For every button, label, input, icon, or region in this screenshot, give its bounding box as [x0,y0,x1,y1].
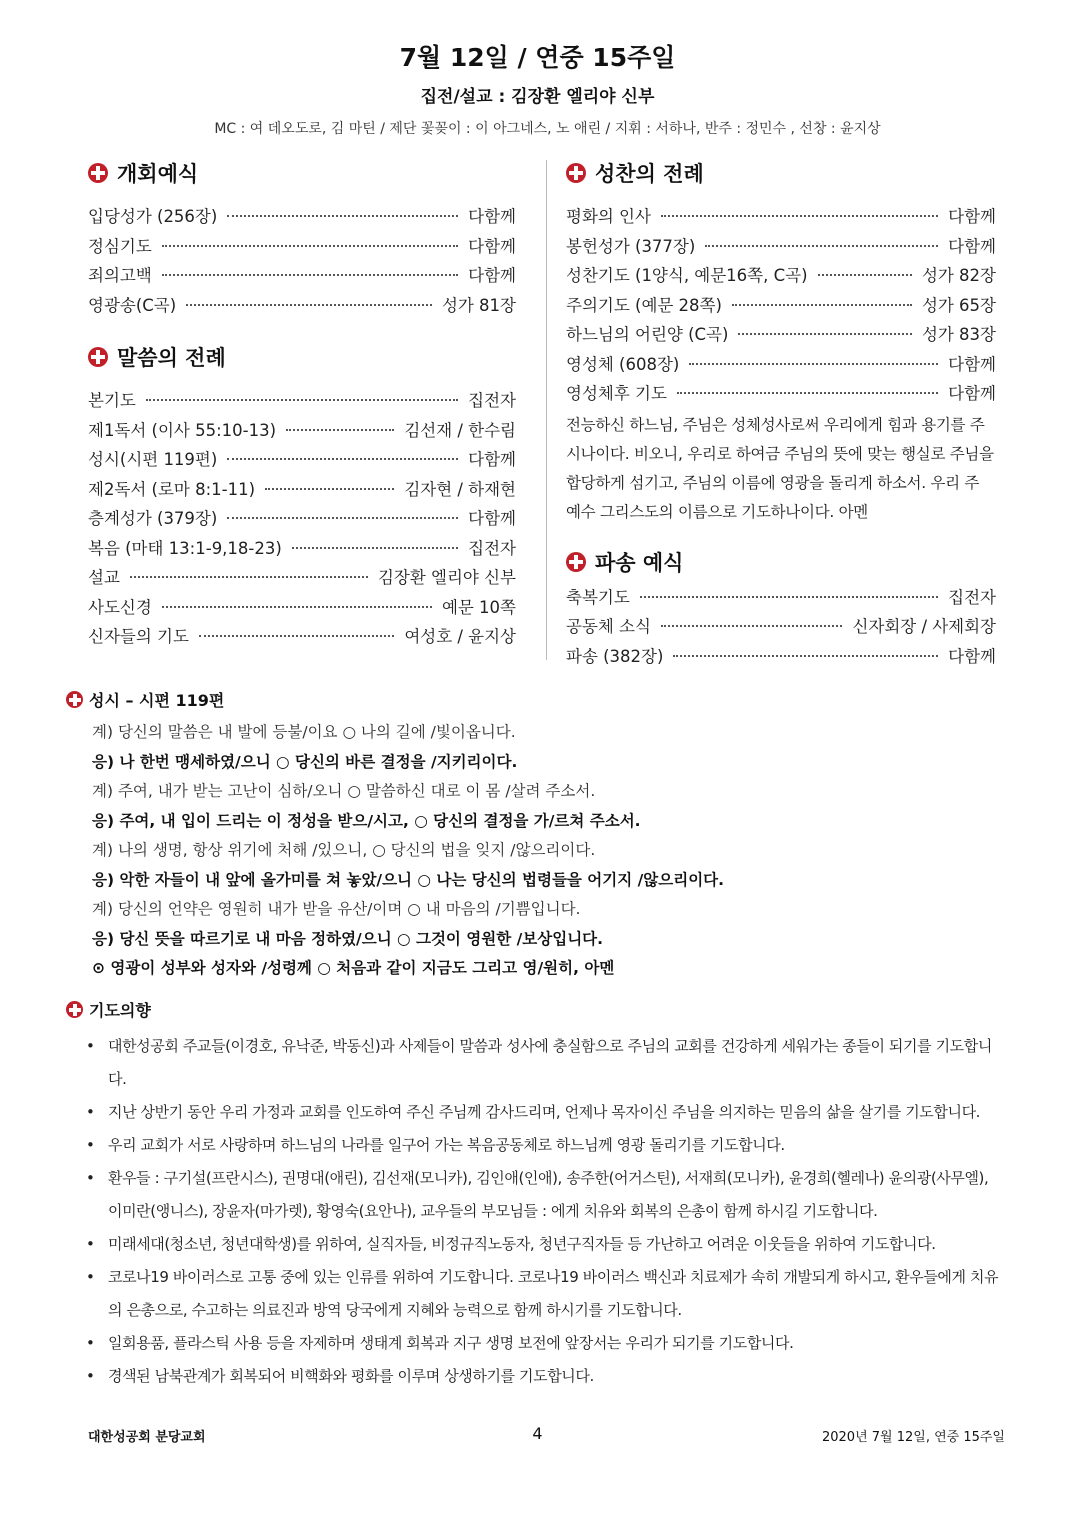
order-item: 죄의고백 다함께 [88,266,516,285]
intention-item: • 대한성공회 주교들(이경호, 유낙준, 박동신)과 사제들이 말씀과 성사에 충실함으로 주님의 교회를 건강하게 세워가는 종들이 되기를 기도합니다. [86,1030,1006,1096]
intention-item: • 미래세대(청소년, 청년대학생)를 위하여, 실직자들, 비정규직노동자, 청년구직자들 등 가난하고 어려운 이웃들을 위하여 기도합니다. [86,1228,1006,1261]
intention-item: • 경색된 남북관계가 회복되어 비핵화와 평화를 이루며 상생하기를 기도합니다. [86,1360,1006,1393]
order-item: 성찬기도 (1양식, 예문16쪽, C곡) 성가 82장 [566,266,996,285]
order-item: 파송 (382장) 다함께 [566,646,996,666]
order-item: 축복기도 집전자 [566,587,996,607]
column-divider [546,160,547,660]
right-column [566,156,996,671]
section-heading: 파송 예식 [566,545,996,579]
psalm-heading: 성시 – 시편 119편 [66,688,224,711]
psalm-line: 응) 당신 뜻을 따르기로 내 마음 정하였/으니 ○ 그것이 영원한 /보상입니다. [92,929,604,948]
psalm-line: 응) 주여, 내 입이 드리는 이 정성을 받으/시고, ○ 당신의 결정을 가/르쳐 주소서. [92,811,641,830]
mc-credits: MC : 여 데오도로, 김 마틴 / 제단 꽃꽂이 : 이 아그네스, 노 애린 / 지휘 : 서하나, 반주 : 정민수 , 선창 : 윤지상 [214,121,881,137]
section-heading: 성찬의 전례 [566,156,996,190]
page-title: 7월 12일 / 연중 15주일 [399,43,676,72]
section-heading: 개회예식 [88,156,516,190]
intention-item: • 환우들 : 구기설(프란시스), 권명대(애린), 김선재(모니카), 김인애(인애), 송주한(어거스틴), 서재희(모니카), 윤경희(헬레나) 윤의광(사무엘), 이미란(앵니스), 장윤자(마가렛), 황영숙(요안나), 교우들의 부모님들 : 에게 치유와 회복의 은총이 함께 하시길 기도합니다. [86,1162,1006,1228]
psalm-line: 응) 악한 자들이 내 앞에 올가미를 쳐 놓았/으니 ○ 나는 당신의 법령들을 어기지 /않으리이다. [92,870,725,889]
order-item: 층계성가 (379장) 다함께 [88,509,516,528]
section-heading: 말씀의 전례 [88,340,516,374]
cross-icon [66,691,83,708]
post-communion-prayer: 전능하신 하느님, 주님은 성체성사로써 우리에게 힘과 용기를 주시나이다. 비오니, 우리로 하여금 주님의 뜻에 맞는 행실로 주님을 합당하게 섬기고, 주님의 이름에 영광을 돌리게 하소서. 우리 주 예수 그리스도의 이름으로 기도하나이다. 아멘 [566,415,994,521]
cross-icon [88,347,108,367]
cross-icon [566,163,586,183]
psalm-line: 계) 주여, 내가 받는 고난이 심하/오니 ○ 말씀하신 대로 이 몸 /살려 주소서. [92,782,596,800]
order-item: 사도신경 예문 10쪽 [88,597,516,617]
intentions-list [86,1030,1006,1393]
order-item: 주의기도 (예문 28쪽) 성가 65장 [566,295,996,315]
order-item: 정심기도 다함께 [88,236,516,256]
order-item: 제1독서 (이사 55:10-13) 김선재 / 한수림 [88,420,516,440]
order-item: 설교 김장환 엘리야 신부 [88,568,516,587]
left-column [88,156,516,652]
psalm-line: ⊙ 영광이 성부와 성자와 /성령께 ○ 처음과 같이 지금도 그리고 영/원히, 아멘 [92,959,615,977]
psalm-lines [92,718,992,984]
footer-church-name: 대한성공회 분당교회 [88,1430,206,1445]
page-subtitle: 집전/설교 : 김장환 엘리야 신부 [420,87,655,107]
order-item: 입당성가 (256장) 다함께 [88,207,516,226]
psalm-line: 응) 나 한번 맹세하였/으니 ○ 당신의 바른 결정을 /지키리이다. [92,752,518,771]
order-item: 평화의 인사 다함께 [566,207,996,226]
order-item: 봉헌성가 (377장) 다함께 [566,236,996,256]
cross-icon [88,163,108,183]
intention-item: • 코로나19 바이러스로 고통 중에 있는 인류를 위하여 기도합니다. 코로나19 바이러스 백신과 치료제가 속히 개발되게 하시고, 환우들에게 치유의 은총으로, 수고하는 의료진과 방역 당국에게 지혜와 능력으로 함께 하시기를 기도합니다. [86,1261,1006,1327]
cross-icon [66,1001,83,1018]
order-item: 제2독서 (로마 8:1-11) 김자현 / 하재현 [88,479,516,499]
order-item: 공동체 소식 신자회장 / 사제회장 [566,617,996,636]
intention-item: • 지난 상반기 동안 우리 가정과 교회를 인도하여 주신 주님께 감사드리며, 언제나 목자이신 주님을 의지하는 믿음의 삶을 살기를 기도합니다. [86,1096,1006,1129]
order-item: 영성체 (608장) 다함께 [566,354,996,374]
order-item: 영성체후 기도 다함께 [566,384,996,403]
order-item: 하느님의 어린양 (C곡) 성가 83장 [566,325,996,344]
intention-item: • 우리 교회가 서로 사랑하며 하느님의 나라를 일구어 가는 복음공동체로 하느님께 영광 돌리기를 기도합니다. [86,1129,1006,1162]
intention-item: • 일회용품, 플라스틱 사용 등을 자제하며 생태계 회복과 지구 생명 보전에 앞장서는 우리가 되기를 기도합니다. [86,1327,1006,1360]
psalm-line: 계) 당신의 언약은 영원히 내가 받을 유산/이며 ○ 내 마음의 /기쁨입니다. [92,900,581,918]
psalm-line: 계) 당신의 말씀은 내 발에 등불/이요 ○ 나의 길에 /빛이옵니다. [92,723,516,741]
order-item: 영광송(C곡) 성가 81장 [88,295,516,315]
page-number: 4 [532,1424,543,1443]
order-item: 본기도 집전자 [88,391,516,410]
footer-date: 2020년 7월 12일, 연중 15주일 [821,1430,1005,1445]
intentions-heading: 기도의향 [66,998,151,1021]
order-item: 복음 (마태 13:1-9,18-23) 집전자 [88,538,516,558]
order-item: 성시(시편 119편) 다함께 [88,450,516,469]
order-item: 신자들의 기도 여성호 / 윤지상 [88,627,516,646]
cross-icon [566,552,586,572]
psalm-line: 계) 나의 생명, 항상 위기에 처해 /있으니, ○ 당신의 법을 잊지 /않으리이다. [92,841,596,859]
